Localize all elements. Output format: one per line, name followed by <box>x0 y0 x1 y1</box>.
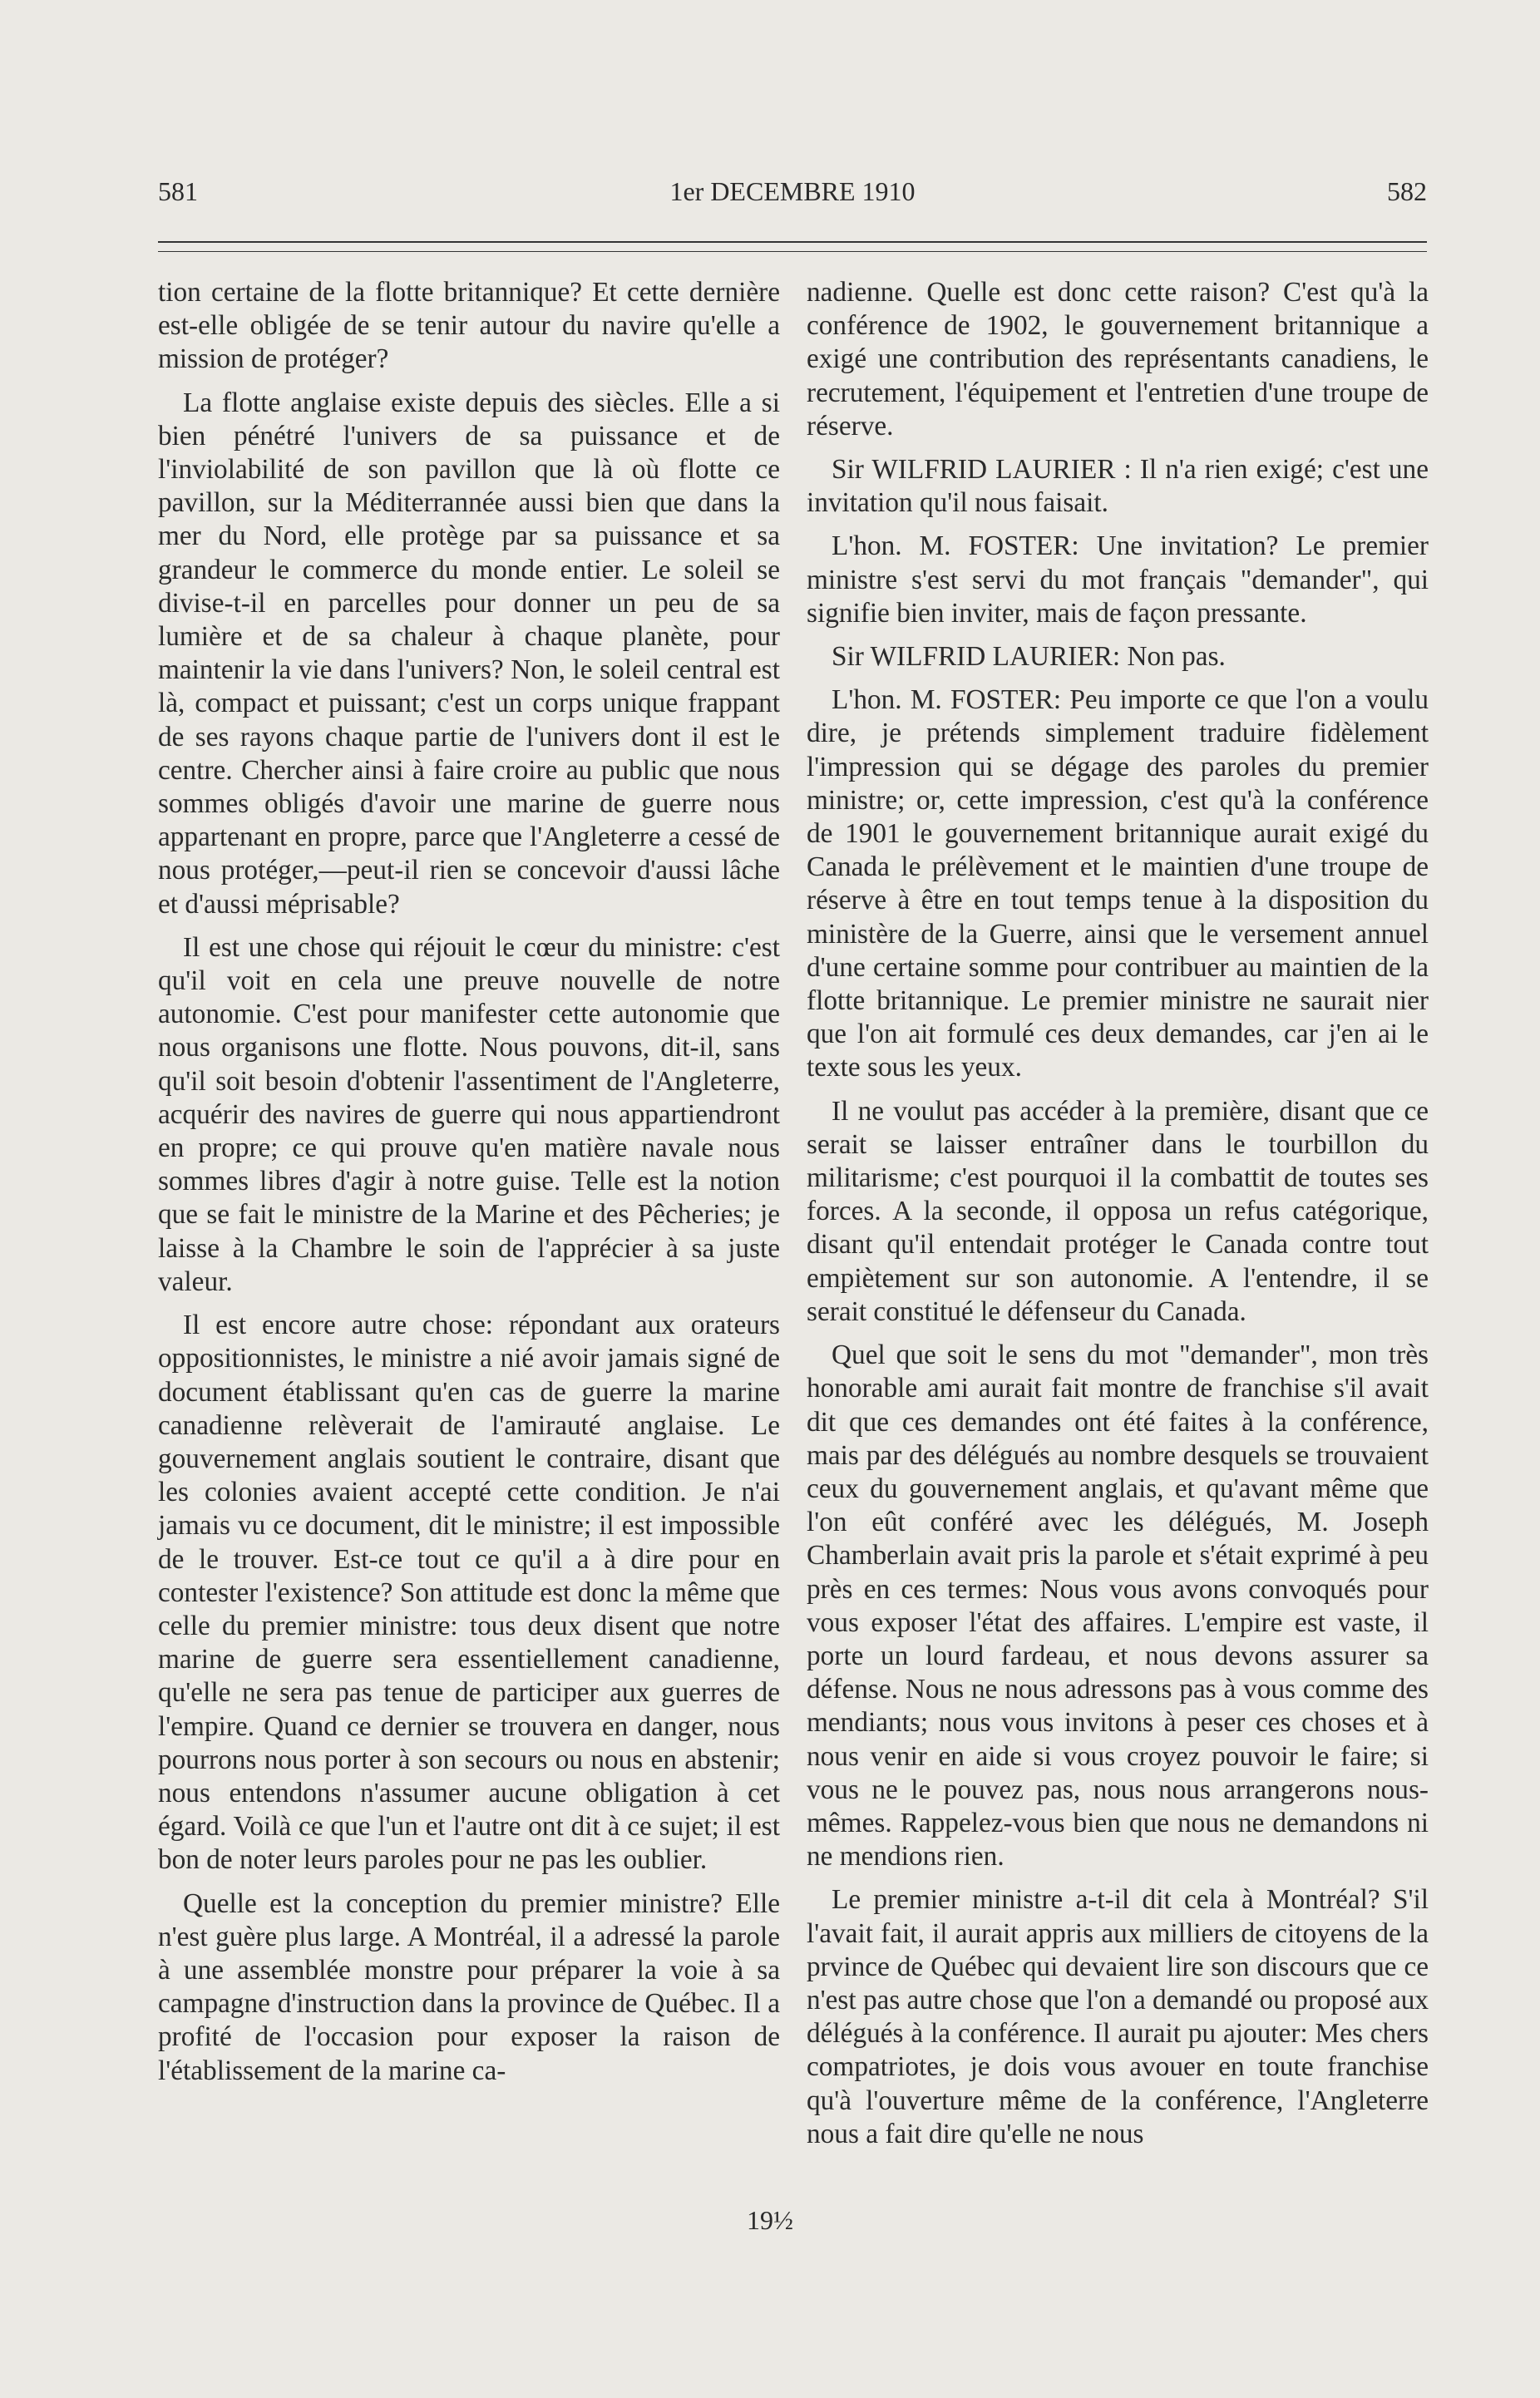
page-header <box>158 176 1427 218</box>
header-rule-bottom <box>158 251 1427 252</box>
paragraph: Sir WILFRID LAURIER: Non pas. <box>832 641 1226 673</box>
paragraph: L'hon. M. FOSTER: Peu importe ce que l'on a voulu dire, je prétends simplement traduire fidèlement l'impression qui se dégage des paroles du premier ministre; or, cette impression, c'est qu'à la conférence de 1901 le gouvernement britannique aurait exigé du Canada le prélèvement et le maintien d'une troupe de réserve à être en tout temps tenue à la disposition du ministère de la Guerre, ainsi que le versement annuel d'une certaine somme pour contribuer au maintien de la flotte britannique. Le premier ministre ne saurait nier que l'on ait formulé ces deux demandes, car j'en ai le texte sous les yeux. <box>807 684 1429 1083</box>
paragraph: Il est une chose qui réjouit le cœur du ministre: c'est qu'il voit en cela une preuve nouvelle de notre autonomie. C'est pour manifester cette autonomie que nous organisons une flotte. Nous pouvons, dit-il, sans qu'il soit besoin d'obtenir l'assentiment de l'Angleterre, acquérir des navires de guerre qui nous appartiendront en propre; ce qui prouve qu'en matière navale nous sommes libres d'agir à notre guise. Telle est la notion que se fait le ministre de la Marine et des Pêcheries; je laisse à la Chambre le soin de l'apprécier à sa juste valeur. <box>158 931 780 1297</box>
paragraph: tion certaine de la flotte britannique? Et cette dernière est-elle obligée de se tenir autour du navire qu'elle a mission de protéger? <box>158 277 780 375</box>
header-rule-top <box>158 241 1427 243</box>
signature-mark: 19½ <box>747 2205 793 2235</box>
paragraph: nadienne. Quelle est donc cette raison? C'est qu'à la conférence de 1902, le gouvernement britannique a exigé une contribution des représentants canadiens, le recrutement, l'équipement et l'entretien d'une troupe de réserve. <box>807 277 1429 442</box>
left-column <box>158 276 780 2098</box>
header-date: 1er DECEMBRE 1910 <box>669 176 916 206</box>
paragraph: Sir WILFRID LAURIER : Il n'a rien exigé; c'est une invitation qu'il nous faisait. <box>807 454 1429 519</box>
right-column <box>807 276 1429 2161</box>
paragraph: Il est encore autre chose: répondant aux orateurs oppositionnistes, le ministre a nié avoir jamais signé de document établissant qu'en cas de guerre la marine canadienne relèverait de l'amirauté anglaise. Le gouvernement anglais soutient le contraire, disant que les colonies avaient accepté cette condition. Je n'ai jamais vu ce document, dit le ministre; il est impossible de le trouver. Est-ce tout ce qu'il a à dire pour en contester l'existence? Son attitude est donc la même que celle du premier ministre: tous deux disent que notre marine de guerre sera essentiellement canadienne, qu'elle ne sera pas tenue de participer aux guerres de l'empire. Quand ce dernier se trouvera en danger, nous pourrons nous porter à son secours ou nous en abstenir; nous entendons n'assumer aucune obligation à cet égard. Voilà ce que l'un et l'autre ont dit à ce sujet; il est bon de noter leurs paroles pour ne pas les oublier. <box>158 1310 780 1876</box>
paragraph: L'hon. M. FOSTER: Une invitation? Le premier ministre s'est servi du mot français "demander", qui signifie bien inviter, mais de façon pressante. <box>807 530 1429 629</box>
paragraph: Le premier ministre a-t-il dit cela à Montréal? S'il l'avait fait, il aurait appris aux milliers de citoyens de la prvince de Québec qui devaient lire son discours que ce n'est pas autre chose que l'on a demandé ou proposé aux délégués à la conférence. Il aurait pu ajouter: Mes chers compatriotes, je dois vous avouer en toute franchise qu'à l'ouverture même de la conférence, l'Angleterre nous a fait dire qu'elle ne nous <box>807 1884 1429 2149</box>
paragraph: Quel que soit le sens du mot "demander", mon très honorable ami aurait fait montre de franchise s'il avait dit que ces demandes ont été faites à la conférence, mais par des délégués au nombre desquels se trouvaient ceux du gouvernement anglais, et qu'avant même que l'on eût conféré avec les délégués, M. Joseph Chamberlain avait pris la parole et s'était exprimé à peu près en ces termes: Nous vous avons convoqués pour vous exposer l'état des affaires. L'empire est vaste, il porte un lourd fardeau, et nous devons assurer sa défense. Nous ne nous adressons pas à vous comme des mendiants; nous vous invitons à peser ces choses et à nous venir en aide si vous croyez pouvoir le faire; si vous ne le pouvez pas, nous nous arrangerons nous-mêmes. Rappelez-vous bien que nous ne demandons ni ne mendions rien. <box>807 1340 1429 1873</box>
page-number-left: 581 <box>158 176 198 206</box>
page-number-right: 582 <box>1387 176 1427 206</box>
paragraph: Quelle est la conception du premier ministre? Elle n'est guère plus large. A Montréal, il a adressé la parole à une assemblée monstre pour préparer la voie à sa campagne d'instruction dans la province de Québec. Il a profité de l'occasion pour exposer la raison de l'établissement de la marine ca- <box>158 1887 780 2086</box>
paragraph: La flotte anglaise existe depuis des siècles. Elle a si bien pénétré l'univers de sa puissance et de l'inviolabilité de son pavillon que là où flotte ce pavillon, sur la Méditerrannée aussi bien que dans la mer du Nord, elle protège par sa puissance et sa grandeur le commerce du monde entier. Le soleil se divise-t-il en parcelles pour donner un peu de sa lumière et de sa chaleur à chaque planète, pour maintenir la vie dans l'univers? Non, le soleil central est là, compact et puissant; c'est un corps unique frappant de ses rayons chaque partie de l'univers dont il est le centre. Chercher ainsi à faire croire au public que nous sommes obligés d'avoir une marine de guerre nous appartenant en propre, parce que l'Angleterre a cessé de nous protéger,—peut-il rien se concevoir d'aussi lâche et d'aussi méprisable? <box>158 387 780 920</box>
paragraph: Il ne voulut pas accéder à la première, disant que ce serait se laisser entraîner dans le tourbillon du militarisme; c'est pourquoi il la combattit de toutes ses forces. A la seconde, il opposa un refus catégorique, disant qu'il entendait protéger le Canada contre tout empiètement sur son autonomie. A l'entendre, il se serait constitué le défenseur du Canada. <box>807 1095 1429 1327</box>
